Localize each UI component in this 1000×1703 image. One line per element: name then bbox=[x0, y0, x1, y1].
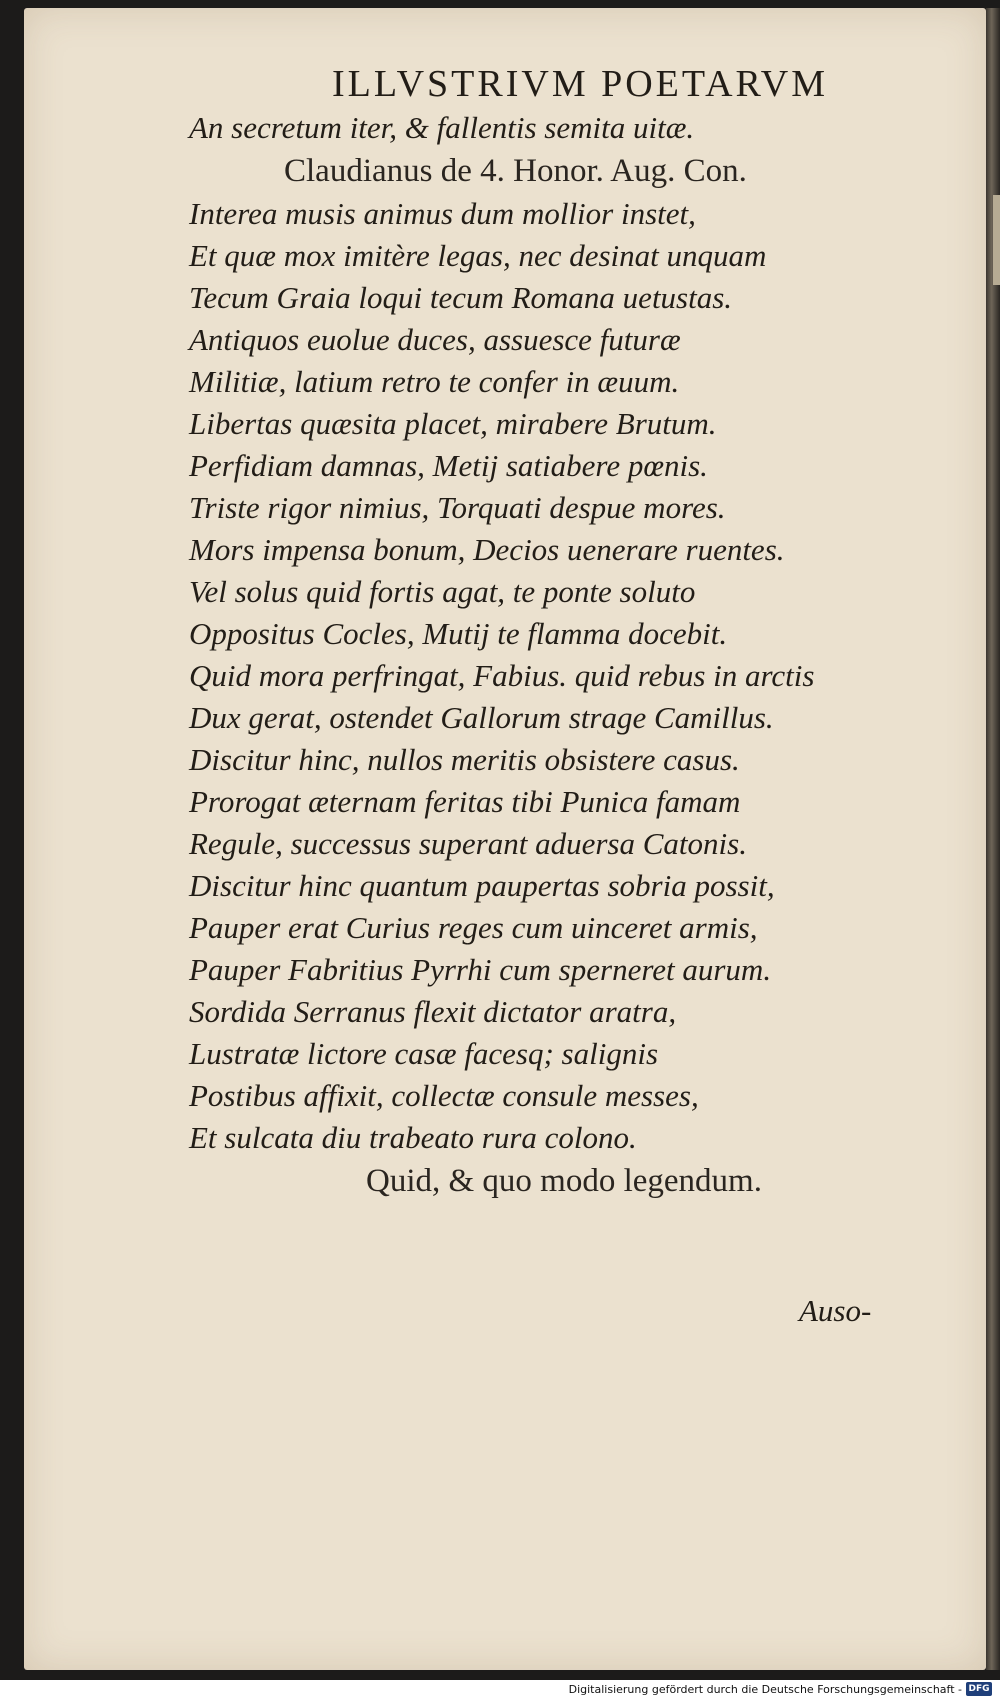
verse-line: Libertas quæsita placet, mirabere Brutum. bbox=[189, 406, 717, 441]
verse-line: Quid mora perfringat, Fabius. quid rebus in arctis bbox=[189, 658, 815, 693]
section-heading: Claudianus de 4. Honor. Aug. Con. bbox=[284, 153, 747, 189]
verse-line: Discitur hinc, nullos meritis obsistere casus. bbox=[189, 742, 740, 777]
verse-line: Prorogat æternam feritas tibi Punica famam bbox=[189, 784, 741, 819]
verse-line: Mors impensa bonum, Decios uenerare ruentes. bbox=[189, 532, 785, 567]
verse-line: Militiæ, latium retro te confer in æuum. bbox=[189, 364, 680, 399]
verse-line: Tecum Graia loqui tecum Romana uetustas. bbox=[189, 280, 733, 315]
verse-line: Vel solus quid fortis agat, te ponte soluto bbox=[189, 574, 696, 609]
section-heading: Quid, & quo modo legendum. bbox=[366, 1163, 762, 1199]
book-page bbox=[24, 8, 986, 1670]
funding-notice: Digitalisierung gefördert durch die Deutsche Forschungsgemeinschaft - bbox=[568, 1683, 962, 1696]
dfg-logo-icon: DFG bbox=[966, 1682, 992, 1696]
verse-line: Et quæ mox imitère legas, nec desinat unquam bbox=[189, 238, 767, 273]
verse-line: Perfidiam damnas, Metij satiabere pœnis. bbox=[189, 448, 708, 483]
verse-line: Regule, successus superant aduersa Catonis. bbox=[189, 826, 747, 861]
verse-line: Et sulcata diu trabeato rura colono. bbox=[189, 1120, 637, 1155]
verse-line: Lustratæ lictore casæ facesq; salignis bbox=[189, 1036, 659, 1071]
verse-line: Pauper erat Curius reges cum uinceret armis, bbox=[189, 910, 758, 945]
verse-line: Pauper Fabritius Pyrrhi cum sperneret aurum. bbox=[189, 952, 772, 987]
verse-line: Triste rigor nimius, Torquati despue mores. bbox=[189, 490, 726, 525]
verse-line: Discitur hinc quantum paupertas sobria possit, bbox=[189, 868, 775, 903]
verse-line: Sordida Serranus flexit dictator aratra, bbox=[189, 994, 677, 1029]
verse-line: Antiquos euolue duces, assuesce futuræ bbox=[189, 322, 681, 357]
verse-line: Oppositus Cocles, Mutij te flamma docebit. bbox=[189, 616, 728, 651]
verse-line: Interea musis animus dum mollior instet, bbox=[189, 196, 696, 231]
catchword: Auso- bbox=[799, 1293, 872, 1328]
verse-line: Dux gerat, ostendet Gallorum strage Camillus. bbox=[189, 700, 774, 735]
verse-line: An secretum iter, & fallentis semita uitæ. bbox=[189, 110, 695, 145]
verse-line: Postibus affixit, collectæ consule messes, bbox=[189, 1078, 699, 1113]
running-head: ILLVSTRIVM POETARVM bbox=[332, 63, 829, 105]
